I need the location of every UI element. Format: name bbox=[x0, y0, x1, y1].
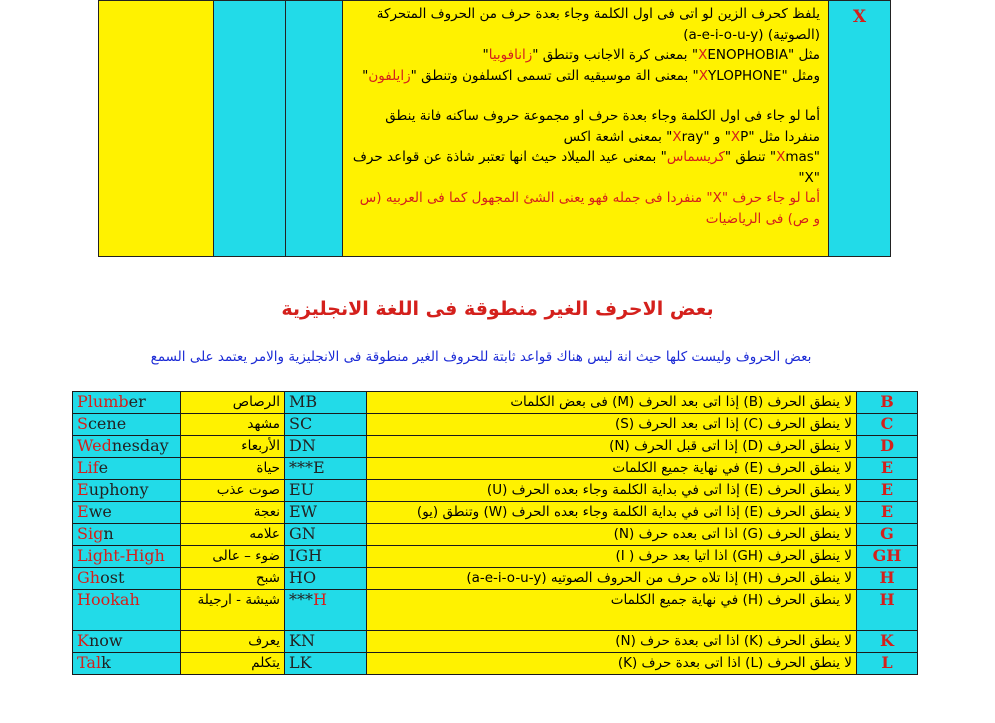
cell-text: K bbox=[77, 631, 89, 650]
x-text-run: ENOPHOBIA" بمعنى كرة الاجانب وتنطق " bbox=[532, 47, 788, 63]
cell-text: Tal bbox=[77, 653, 102, 672]
example-word-cell bbox=[73, 458, 181, 480]
rule-cell bbox=[367, 436, 857, 458]
cell-text: مشهد bbox=[247, 416, 280, 432]
top-combo-cell bbox=[286, 1, 343, 257]
table-row bbox=[73, 392, 918, 414]
letter-combo-cell bbox=[285, 414, 367, 436]
cell-text: Light-High bbox=[77, 546, 165, 565]
letter-combo-cell bbox=[285, 436, 367, 458]
meaning-cell bbox=[181, 631, 285, 653]
x-paragraph bbox=[349, 4, 820, 45]
meaning-cell bbox=[181, 414, 285, 436]
cell-text: H bbox=[879, 568, 895, 587]
x-rule-description bbox=[343, 1, 829, 257]
silent-letter-cell bbox=[857, 436, 918, 458]
meaning-cell bbox=[181, 480, 285, 502]
silent-letter-cell bbox=[857, 524, 918, 546]
meaning-cell bbox=[181, 458, 285, 480]
silent-letter-cell bbox=[857, 653, 918, 675]
cell-text: الرصاص bbox=[232, 394, 280, 410]
x-text-run: X bbox=[698, 47, 708, 63]
silent-letters-body bbox=[73, 392, 918, 675]
x-text-run: " bbox=[362, 67, 369, 84]
cell-text: لا ينطق الحرف (C) إذا اتى بعد الحرف (S) bbox=[615, 416, 852, 432]
meaning-cell bbox=[181, 502, 285, 524]
example-word-cell bbox=[73, 502, 181, 524]
table-row bbox=[73, 568, 918, 590]
example-word-cell bbox=[73, 392, 181, 414]
example-word-cell bbox=[73, 524, 181, 546]
x-text-run: " bbox=[482, 47, 489, 63]
rule-cell bbox=[367, 480, 857, 502]
cell-text: لا ينطق الحرف (G) اذا اتى بعده حرف (N) bbox=[613, 526, 852, 542]
section-intro: بعض الحروف وليست كلها حيث انة ليس هناك قواعد ثابتة للحروف الغير منطوقة فى الانجليزية والامر يعتمد على السمع bbox=[150, 349, 812, 365]
cell-text: H bbox=[313, 590, 327, 609]
silent-letter-cell bbox=[857, 392, 918, 414]
table-row bbox=[73, 480, 918, 502]
x-paragraph bbox=[349, 188, 820, 229]
x-text-run: مثل " bbox=[787, 47, 820, 63]
rule-cell bbox=[367, 502, 857, 524]
x-text-run: أما لو جاء فى اول الكلمة وجاء بعدة حرف او مجموعة حروف ساكنه فانة ينطق منفردا مثل " bbox=[385, 108, 820, 145]
cell-text: E bbox=[77, 480, 89, 499]
table-row bbox=[73, 631, 918, 653]
meaning-cell bbox=[181, 568, 285, 590]
x-paragraph bbox=[349, 66, 820, 87]
cell-text: GH bbox=[872, 546, 902, 565]
letter-combo-cell bbox=[285, 590, 367, 631]
table-row bbox=[73, 458, 918, 480]
silent-letter-cell bbox=[857, 414, 918, 436]
cell-text: E bbox=[77, 502, 89, 521]
cell-text: يتكلم bbox=[251, 655, 280, 671]
table-row bbox=[73, 524, 918, 546]
cell-text: لا ينطق الحرف (E) في نهاية جميع الكلمات bbox=[612, 460, 852, 476]
cell-text: EW bbox=[289, 502, 318, 521]
cell-text: nesday bbox=[111, 436, 169, 455]
table-row bbox=[73, 653, 918, 675]
letter-combo-cell bbox=[285, 458, 367, 480]
x-text-run: كريسماس bbox=[666, 149, 725, 165]
rule-cell bbox=[367, 631, 857, 653]
cell-text: L bbox=[881, 653, 893, 672]
silent-letter-cell bbox=[857, 590, 918, 631]
x-text-run: YLOPHONE" بمعنى الة موسيقيه التى تسمى اكسلفون وتنطق " bbox=[410, 67, 782, 84]
cell-text: n bbox=[103, 524, 114, 543]
cell-text: E bbox=[880, 480, 894, 499]
cell-text: لا ينطق الحرف (H) في نهاية جميع الكلمات bbox=[610, 592, 852, 608]
x-text-run: أما لو جاء حرف "X" منفردا فى جمله فهو يعنى الشئ المجهول كما فى العربيه (س و ص) فى الرياضيات bbox=[359, 190, 820, 227]
silent-letter-cell bbox=[857, 458, 918, 480]
cell-text: شيشة - ارجيلة bbox=[197, 592, 280, 608]
cell-text: MB bbox=[289, 392, 318, 411]
silent-letter-cell bbox=[857, 568, 918, 590]
cell-text: صوت عذب bbox=[216, 482, 280, 498]
cell-text: KN bbox=[289, 631, 315, 650]
meaning-cell bbox=[181, 436, 285, 458]
x-letter-cell bbox=[829, 1, 891, 257]
example-word-cell bbox=[73, 653, 181, 675]
cell-text: DN bbox=[289, 436, 316, 455]
letter-combo-cell bbox=[285, 392, 367, 414]
cell-text: EU bbox=[289, 480, 315, 499]
cell-text: SC bbox=[289, 414, 313, 433]
x-text-run: زايلفون bbox=[368, 67, 411, 84]
cell-text: Hookah bbox=[77, 590, 140, 609]
x-paragraph bbox=[349, 106, 820, 147]
example-word-cell bbox=[73, 568, 181, 590]
cell-text: er bbox=[128, 392, 146, 411]
x-paragraph bbox=[349, 86, 820, 106]
cell-text: C bbox=[880, 414, 894, 433]
cell-text: شبح bbox=[255, 570, 280, 586]
meaning-cell bbox=[181, 653, 285, 675]
example-word-cell bbox=[73, 631, 181, 653]
x-text-run: mas" تنطق " bbox=[724, 149, 814, 165]
letter-combo-cell bbox=[285, 524, 367, 546]
cell-text: لا ينطق الحرف (GH) اذا اتيا بعد حرف ( I) bbox=[615, 548, 852, 564]
cell-text: لا ينطق الحرف (D) إذا اتى قبل الحرف (N) bbox=[609, 438, 852, 454]
silent-letter-cell bbox=[857, 480, 918, 502]
x-text-run: يلفظ كحرف الزين لو اتى فى اول الكلمة وجاء بعدة حرف من الحروف المتحركة (الصوتية) (a-e-i-o-u-y) bbox=[376, 6, 820, 43]
cell-text: cene bbox=[87, 414, 127, 433]
x-text-run: ray" بمعنى اشعة اكس bbox=[563, 128, 704, 145]
rule-cell bbox=[367, 392, 857, 414]
top-word-cell bbox=[99, 1, 214, 257]
cell-text: ضوء – عالى bbox=[212, 548, 280, 564]
letter-combo-cell bbox=[285, 631, 367, 653]
table-row bbox=[73, 590, 918, 631]
meaning-cell bbox=[181, 392, 285, 414]
cell-text: k bbox=[101, 653, 111, 672]
x-letter-table bbox=[98, 0, 891, 257]
cell-text: يعرف bbox=[248, 633, 280, 649]
x-text-run: X bbox=[672, 128, 682, 145]
rule-cell bbox=[367, 546, 857, 568]
meaning-cell bbox=[181, 524, 285, 546]
cell-text: لا ينطق الحرف (B) إذا اتى بعد الحرف (M) فى بعض الكلمات bbox=[510, 394, 852, 410]
cell-text: Sig bbox=[77, 524, 104, 543]
letter-combo-cell bbox=[285, 568, 367, 590]
x-paragraph bbox=[349, 147, 820, 188]
cell-text: لا ينطق الحرف (H) إذا تلاه حرف من الحروف الصوتيه (a-e-i-o-u-y) bbox=[466, 570, 852, 586]
x-text-run: X bbox=[730, 128, 741, 145]
x-text-run: X bbox=[698, 67, 708, 84]
table-row bbox=[73, 546, 918, 568]
cell-text: ost bbox=[100, 568, 125, 587]
cell-text: we bbox=[88, 502, 112, 521]
cell-text: G bbox=[880, 524, 894, 543]
section-title: بعض الاحرف الغير منطوقة فى اللغة الانجليزية bbox=[281, 298, 714, 320]
table-row bbox=[73, 502, 918, 524]
silent-letter-cell bbox=[857, 502, 918, 524]
rule-cell bbox=[367, 414, 857, 436]
cell-text: GN bbox=[289, 524, 316, 543]
cell-text: حياة bbox=[256, 460, 280, 476]
x-letter: X bbox=[852, 7, 867, 27]
rule-cell bbox=[367, 458, 857, 480]
cell-text: ***E bbox=[289, 458, 325, 477]
letter-combo-cell bbox=[285, 546, 367, 568]
x-text-run: زانافوبيا bbox=[488, 47, 533, 63]
x-paragraph bbox=[349, 45, 820, 66]
rule-cell bbox=[367, 524, 857, 546]
cell-text: e bbox=[98, 458, 109, 477]
table-row bbox=[73, 436, 918, 458]
cell-text: uphony bbox=[88, 480, 149, 499]
meaning-cell bbox=[181, 546, 285, 568]
example-word-cell bbox=[73, 590, 181, 631]
cell-text: *** bbox=[289, 590, 313, 609]
cell-text: IGH bbox=[289, 546, 323, 565]
example-word-cell bbox=[73, 414, 181, 436]
cell-text: لا ينطق الحرف (L) اذا اتى بعدة حرف (K) bbox=[617, 655, 852, 671]
example-word-cell bbox=[73, 480, 181, 502]
cell-text: now bbox=[88, 631, 123, 650]
cell-text: E bbox=[880, 458, 894, 477]
silent-letter-cell bbox=[857, 631, 918, 653]
cell-text: HO bbox=[289, 568, 317, 587]
x-text-run: " bbox=[813, 149, 820, 165]
rule-cell bbox=[367, 653, 857, 675]
letter-combo-cell bbox=[285, 480, 367, 502]
cell-text: Plumb bbox=[77, 392, 129, 411]
cell-text: الأربعاء bbox=[241, 438, 280, 454]
cell-text: لا ينطق الحرف (E) إذا اتى في بداية الكلمة وجاء بعده الحرف (U) bbox=[486, 482, 852, 498]
letter-combo-cell bbox=[285, 653, 367, 675]
x-text-run: X bbox=[776, 149, 786, 165]
rule-cell bbox=[367, 590, 857, 631]
cell-text: Wed bbox=[77, 436, 112, 455]
cell-text: لا ينطق الحرف (K) اذا اتى بعدة حرف (N) bbox=[615, 633, 852, 649]
cell-text: S bbox=[77, 414, 88, 433]
silent-letters-table bbox=[72, 391, 918, 675]
cell-text: نعجة bbox=[253, 504, 280, 520]
example-word-cell bbox=[73, 436, 181, 458]
cell-text: LK bbox=[289, 653, 312, 672]
top-meaning-cell bbox=[214, 1, 286, 257]
cell-text: D bbox=[880, 436, 894, 455]
cell-text: علامه bbox=[249, 526, 280, 542]
letter-combo-cell bbox=[285, 502, 367, 524]
cell-text: E bbox=[880, 502, 894, 521]
silent-letter-cell bbox=[857, 546, 918, 568]
rule-cell bbox=[367, 568, 857, 590]
cell-text: H bbox=[879, 590, 895, 609]
x-text-run: P" و " bbox=[703, 128, 749, 145]
cell-text: Gh bbox=[77, 568, 101, 587]
cell-text: Lif bbox=[77, 458, 99, 477]
x-text-run: " بمعنى عيد الميلاد حيث انها تعتبر شاذة عن قواعد حرف "X" bbox=[352, 149, 820, 186]
example-word-cell bbox=[73, 546, 181, 568]
cell-text: لا ينطق الحرف (E) إذا اتى في بداية الكلمة وجاء بعده الحرف (W) وتنطق (يو) bbox=[416, 504, 852, 520]
cell-text: B bbox=[880, 392, 894, 411]
table-row bbox=[73, 414, 918, 436]
x-text-run: ومثل " bbox=[781, 67, 820, 84]
cell-text: K bbox=[880, 631, 894, 650]
meaning-cell bbox=[181, 590, 285, 631]
